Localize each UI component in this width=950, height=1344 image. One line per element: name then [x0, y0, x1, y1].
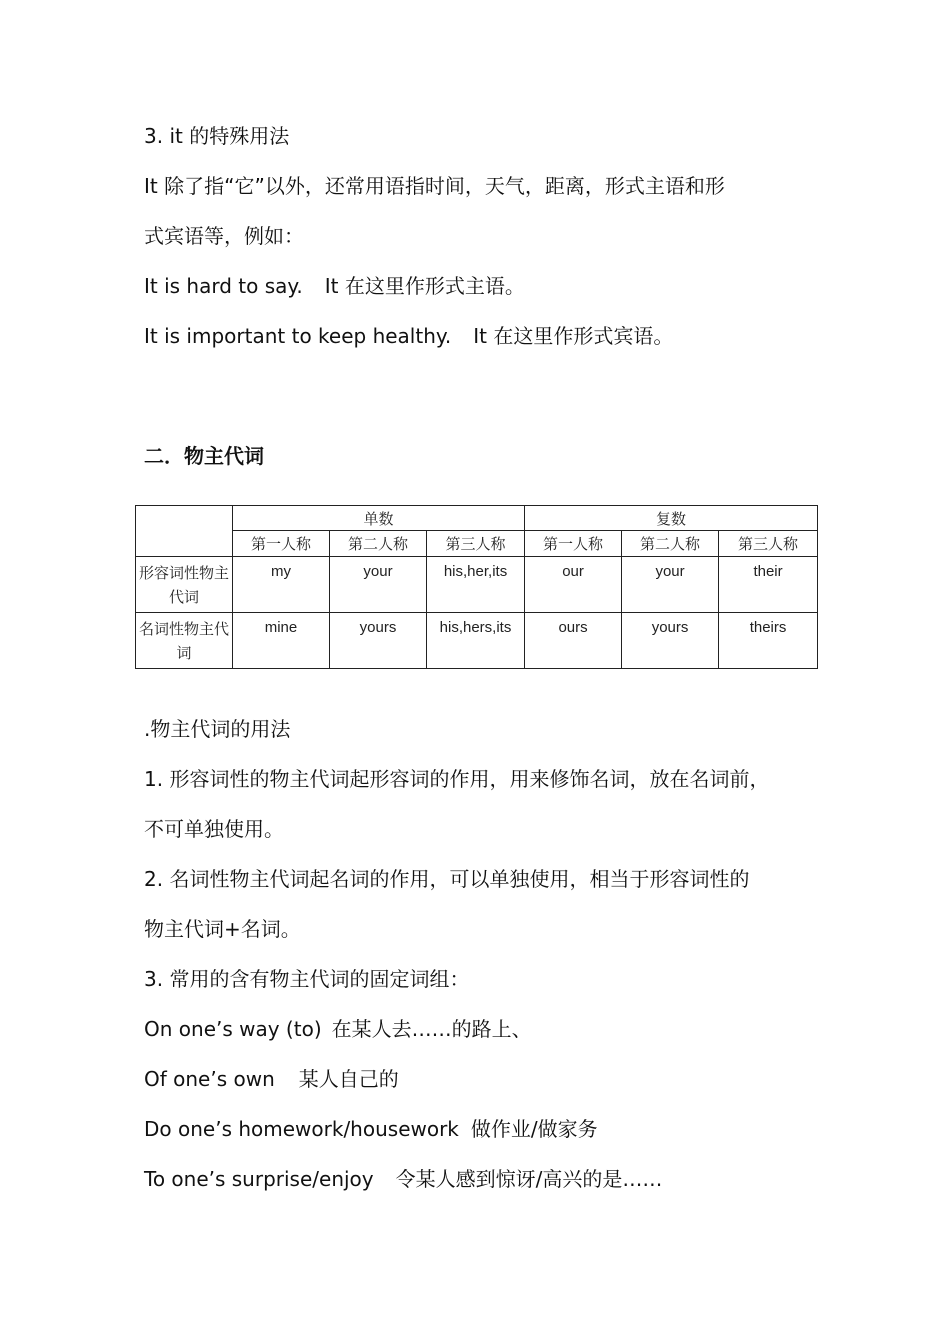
phrase-item [144, 1017, 532, 1041]
adjective-pronoun-label: 形容词性物主代词 [136, 557, 233, 613]
table-cell: ours [525, 613, 622, 669]
person-header: 第二人称 [622, 531, 719, 557]
plural-header: 复数 [525, 506, 818, 531]
person-header: 第二人称 [330, 531, 427, 557]
person-header: 第三人称 [427, 531, 525, 557]
table-cell: his,hers,its [427, 613, 525, 669]
phrase-item [144, 1167, 662, 1191]
usage-title: .物主代词的用法 [144, 717, 291, 741]
phrase-chinese: 某人自己的 [298, 1067, 399, 1091]
person-header: 第三人称 [719, 531, 818, 557]
phrase-english: To one’s surprise/enjoy [144, 1167, 374, 1191]
section-3-title: 3. it 的特殊用法 [144, 124, 290, 148]
example-1 [144, 274, 525, 298]
phrase-english: On one’s way (to) [144, 1017, 322, 1041]
phrase-chinese: 在某人去……的路上、 [331, 1017, 532, 1041]
possessive-pronoun-table [135, 505, 818, 669]
phrase-english: Of one’s own [144, 1067, 275, 1091]
phrase-chinese: 令某人感到惊讶/高兴的是…… [395, 1167, 663, 1191]
example-2-english: It is important to keep healthy. [144, 324, 452, 348]
table-cell: your [330, 557, 427, 613]
person-header: 第一人称 [525, 531, 622, 557]
phrase-english: Do one’s homework/housework [144, 1117, 459, 1141]
table-cell: yours [330, 613, 427, 669]
table-cell: yours [622, 613, 719, 669]
table-cell: their [719, 557, 818, 613]
table-cell: theirs [719, 613, 818, 669]
example-2-chinese: It 在这里作形式宾语。 [473, 324, 674, 348]
example-2 [144, 324, 673, 348]
usage-point-1-line-1: 1. 形容词性的物主代词起形容词的作用，用来修饰名词，放在名词前， [144, 767, 770, 791]
table-cell: our [525, 557, 622, 613]
table-cell: mine [233, 613, 330, 669]
phrase-item [144, 1067, 399, 1091]
phrase-item [144, 1117, 598, 1141]
section-3-line-1: It 除了指“它”以外，还常用语指时间，天气，距离，形式主语和形 [144, 174, 725, 198]
usage-point-1-line-2: 不可单独使用。 [144, 817, 284, 841]
usage-point-3: 3. 常用的含有物主代词的固定词组： [144, 967, 470, 991]
table-cell: your [622, 557, 719, 613]
noun-pronoun-label: 名词性物主代词 [136, 613, 233, 669]
section-2-heading: 二．物主代词 [144, 444, 264, 468]
person-header: 第一人称 [233, 531, 330, 557]
table-corner-cell [136, 506, 233, 557]
phrase-chinese: 做作业/做家务 [470, 1117, 598, 1141]
singular-header: 单数 [233, 506, 525, 531]
example-1-chinese: It 在这里作形式主语。 [324, 274, 525, 298]
section-3-line-2: 式宾语等，例如： [144, 224, 304, 248]
usage-point-2-line-2: 物主代词+名词。 [144, 917, 301, 941]
table-cell: his,her,its [427, 557, 525, 613]
example-1-english: It is hard to say. [144, 274, 303, 298]
table-cell: my [233, 557, 330, 613]
usage-point-2-line-1: 2. 名词性物主代词起名词的作用，可以单独使用，相当于形容词性的 [144, 867, 750, 891]
